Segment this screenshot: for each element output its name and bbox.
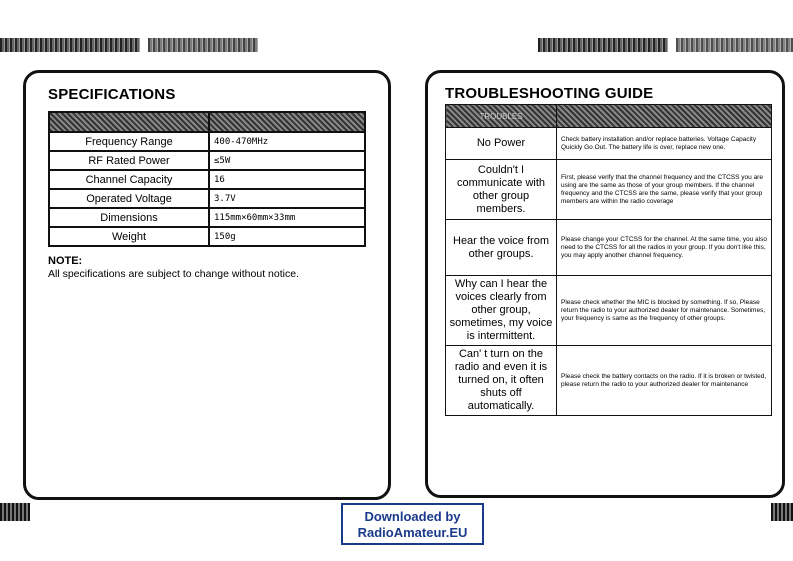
spec-row	[49, 132, 365, 151]
solution-cell: Please check the battery contacts on the radio. If it is broken or twisted, please return the radio to your authorized dealer for maintenance	[557, 346, 772, 416]
spec-label: RF Rated Power	[49, 151, 209, 170]
problem-cell: Can' t turn on the radio and even it is turned on, it often shuts off automatically.	[446, 346, 557, 416]
spec-row	[49, 227, 365, 246]
spec-value: 3.7V	[209, 189, 365, 208]
troubleshooting-row	[446, 160, 772, 220]
specifications-table	[48, 111, 366, 247]
header-troubles: TROUBLES	[446, 105, 557, 128]
scan-corner-left	[0, 503, 30, 521]
spec-row	[49, 170, 365, 189]
problem-cell: No Power	[446, 128, 557, 160]
spec-value: 400-470MHz	[209, 132, 365, 151]
badge-line-1: Downloaded by	[364, 509, 461, 524]
scan-band-mid	[148, 38, 258, 52]
scan-band-right	[538, 38, 668, 52]
troubleshooting-table	[445, 104, 772, 416]
solution-cell: First, please verify that the channel frequency and the CTCSS you are using are the same as those of your group members. If the channel frequency and the CTCSS are the same, please verify that your group members are within the radio coverage	[557, 160, 772, 220]
troubleshooting-row	[446, 220, 772, 276]
spec-row	[49, 208, 365, 227]
note-heading: NOTE:	[48, 255, 83, 267]
troubleshooting-row	[446, 128, 772, 160]
spec-label: Weight	[49, 227, 209, 246]
troubleshooting-row	[446, 346, 772, 416]
scan-band-left	[0, 38, 140, 52]
spec-row	[49, 151, 365, 170]
problem-cell: Couldn't I communicate with other group members.	[446, 160, 557, 220]
download-badge[interactable]	[341, 503, 484, 545]
solution-cell: Check battery installation and/or replace batteries. Voltage Capacity Quickly Go Out. The battery life is over, replace new one.	[557, 128, 772, 160]
troubleshooting-header-row	[446, 105, 772, 128]
spec-label: Operated Voltage	[49, 189, 209, 208]
spec-row	[49, 189, 365, 208]
note-text: All specifications are subject to change without notice.	[48, 268, 299, 280]
spec-header-row	[49, 112, 365, 132]
spec-label: Channel Capacity	[49, 170, 209, 189]
troubleshooting-title: TROUBLESHOOTING GUIDE	[445, 85, 654, 102]
specifications-title: SPECIFICATIONS	[48, 86, 176, 103]
problem-cell: Hear the voice from other groups.	[446, 220, 557, 276]
troubleshooting-row	[446, 276, 772, 346]
spec-value: ≤5W	[209, 151, 365, 170]
problem-cell: Why can I hear the voices clearly from other group, sometimes, my voice is intermittent.	[446, 276, 557, 346]
solution-cell: Please check whether the MIC is blocked by something. If so, Please return the radio to your authorized dealer for maintenance. Sometimes, your frequency is same as the frequency of other groups.	[557, 276, 772, 346]
solution-cell: Please change your CTCSS for the channel. At the same time, you also need to the CTCSS for all the radios in your group. If you don't like this, you may apply another channel frequency.	[557, 220, 772, 276]
spec-value: 150g	[209, 227, 365, 246]
spec-value: 16	[209, 170, 365, 189]
spec-label: Dimensions	[49, 208, 209, 227]
badge-line-2: RadioAmateur.EU	[357, 525, 468, 540]
spec-label: Frequency Range	[49, 132, 209, 151]
spec-value: 115mm×60mm×33mm	[209, 208, 365, 227]
scan-corner-right	[771, 503, 793, 521]
scan-band-far-right	[676, 38, 793, 52]
